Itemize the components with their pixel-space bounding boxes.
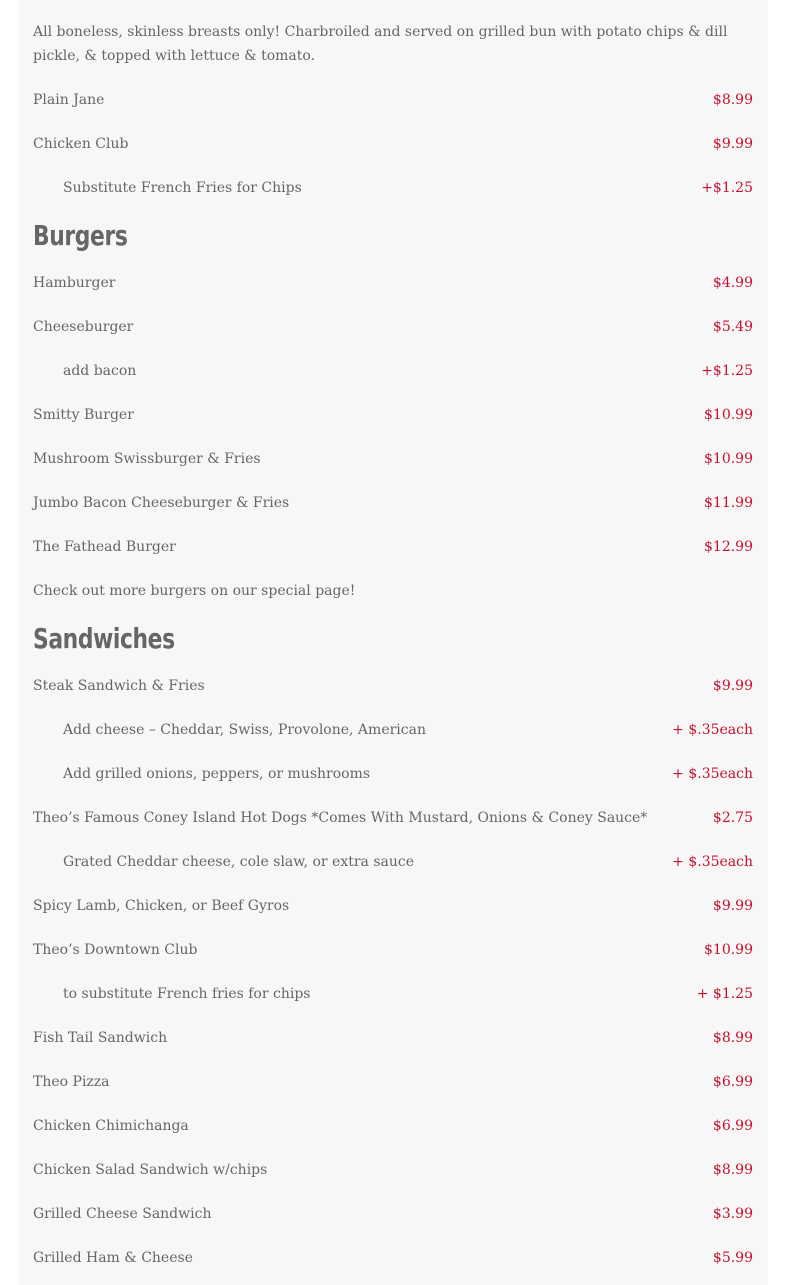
menu-item-price: $3.99 bbox=[712, 1206, 753, 1222]
menu-item-name: Check out more burgers on our special page! bbox=[33, 583, 356, 599]
menu-item-price: $11.99 bbox=[704, 495, 753, 511]
menu-item-name: Theo’s Downtown Club bbox=[33, 942, 198, 958]
menu-item-price: $6.99 bbox=[712, 1118, 753, 1134]
menu-item-name: add bacon bbox=[63, 363, 137, 379]
menu-item-price: $2.75 bbox=[712, 810, 753, 826]
menu-item-price: $9.99 bbox=[712, 898, 753, 914]
menu-item-name: Grilled Cheese Sandwich bbox=[33, 1206, 212, 1222]
menu-item-price: $10.99 bbox=[704, 451, 753, 467]
menu-addon-row bbox=[33, 359, 753, 383]
menu-item-name: Chicken Club bbox=[33, 136, 129, 152]
menu-item-name: Chicken Chimichanga bbox=[33, 1118, 189, 1134]
menu-item-name: Add grilled onions, peppers, or mushrooms bbox=[63, 766, 371, 782]
menu-item-row bbox=[33, 132, 753, 156]
menu-item-row bbox=[33, 491, 753, 515]
menu-item-row bbox=[33, 938, 753, 962]
menu-addon-row bbox=[33, 982, 753, 1006]
menu-item-price: $5.49 bbox=[712, 319, 753, 335]
menu-item-price: $8.99 bbox=[712, 92, 753, 108]
menu-item-name: Smitty Burger bbox=[33, 407, 134, 423]
menu-item-name: Substitute French Fries for Chips bbox=[63, 180, 302, 196]
menu-item-row bbox=[33, 315, 753, 339]
menu-addon-row bbox=[33, 718, 753, 742]
menu-item-price: + $.35each bbox=[672, 722, 753, 738]
menu-item-row bbox=[33, 894, 753, 918]
menu-item-price: $10.99 bbox=[704, 942, 753, 958]
menu-item-price: $12.99 bbox=[704, 539, 753, 555]
menu-item-price: $8.99 bbox=[712, 1030, 753, 1046]
menu-item-price: $8.99 bbox=[712, 1162, 753, 1178]
menu-item-row bbox=[33, 88, 753, 112]
menu-item-price: + $1.25 bbox=[696, 986, 753, 1002]
menu-addon-row bbox=[33, 762, 753, 786]
menu-item-name: Grilled Ham & Cheese bbox=[33, 1250, 193, 1266]
menu-item-price: + $.35each bbox=[672, 854, 753, 870]
menu-item-price: +$1.25 bbox=[701, 180, 753, 196]
menu-item-row bbox=[33, 1114, 753, 1138]
menu-item-price: $5.99 bbox=[712, 1250, 753, 1266]
menu-item-name: Grated Cheddar cheese, cole slaw, or extra sauce bbox=[63, 854, 415, 870]
menu-item-row bbox=[33, 1026, 753, 1050]
menu-item-row bbox=[33, 447, 753, 471]
menu-item-name: The Fathead Burger bbox=[33, 539, 176, 555]
menu-item-price: +$1.25 bbox=[701, 363, 753, 379]
menu-item-price: + $.35each bbox=[672, 766, 753, 782]
menu-item-name: Spicy Lamb, Chicken, or Beef Gyros bbox=[33, 898, 290, 914]
menu-item-row bbox=[33, 1246, 753, 1270]
menu-addon-row bbox=[33, 176, 753, 200]
menu-item-row bbox=[33, 535, 753, 559]
menu-item-name: Hamburger bbox=[33, 275, 116, 291]
menu-card bbox=[18, 0, 768, 1285]
menu-item-price: $6.99 bbox=[712, 1074, 753, 1090]
menu-item-name: Steak Sandwich & Fries bbox=[33, 678, 205, 694]
menu-item-name: Jumbo Bacon Cheeseburger & Fries bbox=[33, 495, 290, 511]
menu-item-row bbox=[33, 1158, 753, 1182]
menu-item-name: Plain Jane bbox=[33, 92, 105, 108]
menu-item-row bbox=[33, 1070, 753, 1094]
menu-item-price: $10.99 bbox=[704, 407, 753, 423]
burgers-heading: Burgers bbox=[33, 219, 128, 252]
menu-item-row bbox=[33, 403, 753, 427]
menu-item-name: Chicken Salad Sandwich w/chips bbox=[33, 1162, 268, 1178]
menu-addon-row bbox=[33, 850, 753, 874]
menu-item-name: Theo Pizza bbox=[33, 1074, 110, 1090]
menu-item-row bbox=[33, 271, 753, 295]
menu-item-row bbox=[33, 1202, 753, 1226]
menu-item-price: $9.99 bbox=[712, 678, 753, 694]
menu-item-name: Mushroom Swissburger & Fries bbox=[33, 451, 261, 467]
menu-item-name: Cheeseburger bbox=[33, 319, 134, 335]
menu-item-name: Fish Tail Sandwich bbox=[33, 1030, 168, 1046]
sandwiches-heading: Sandwiches bbox=[33, 622, 175, 655]
menu-item-price: $9.99 bbox=[712, 136, 753, 152]
menu-item-name: Add cheese – Cheddar, Swiss, Provolone, American bbox=[63, 722, 426, 738]
menu-item-row bbox=[33, 579, 753, 603]
menu-item-price: $4.99 bbox=[712, 275, 753, 291]
menu-item-row bbox=[33, 806, 753, 830]
menu-item-name: to substitute French fries for chips bbox=[63, 986, 311, 1002]
menu-item-row bbox=[33, 674, 753, 698]
chicken-description: All boneless, skinless breasts only! Charbroiled and served on grilled bun with potato chips & dill pickle, & topped with lettuce & tomato. bbox=[33, 24, 728, 64]
menu-item-name: Theo’s Famous Coney Island Hot Dogs *Comes With Mustard, Onions & Coney Sauce* bbox=[33, 810, 648, 826]
